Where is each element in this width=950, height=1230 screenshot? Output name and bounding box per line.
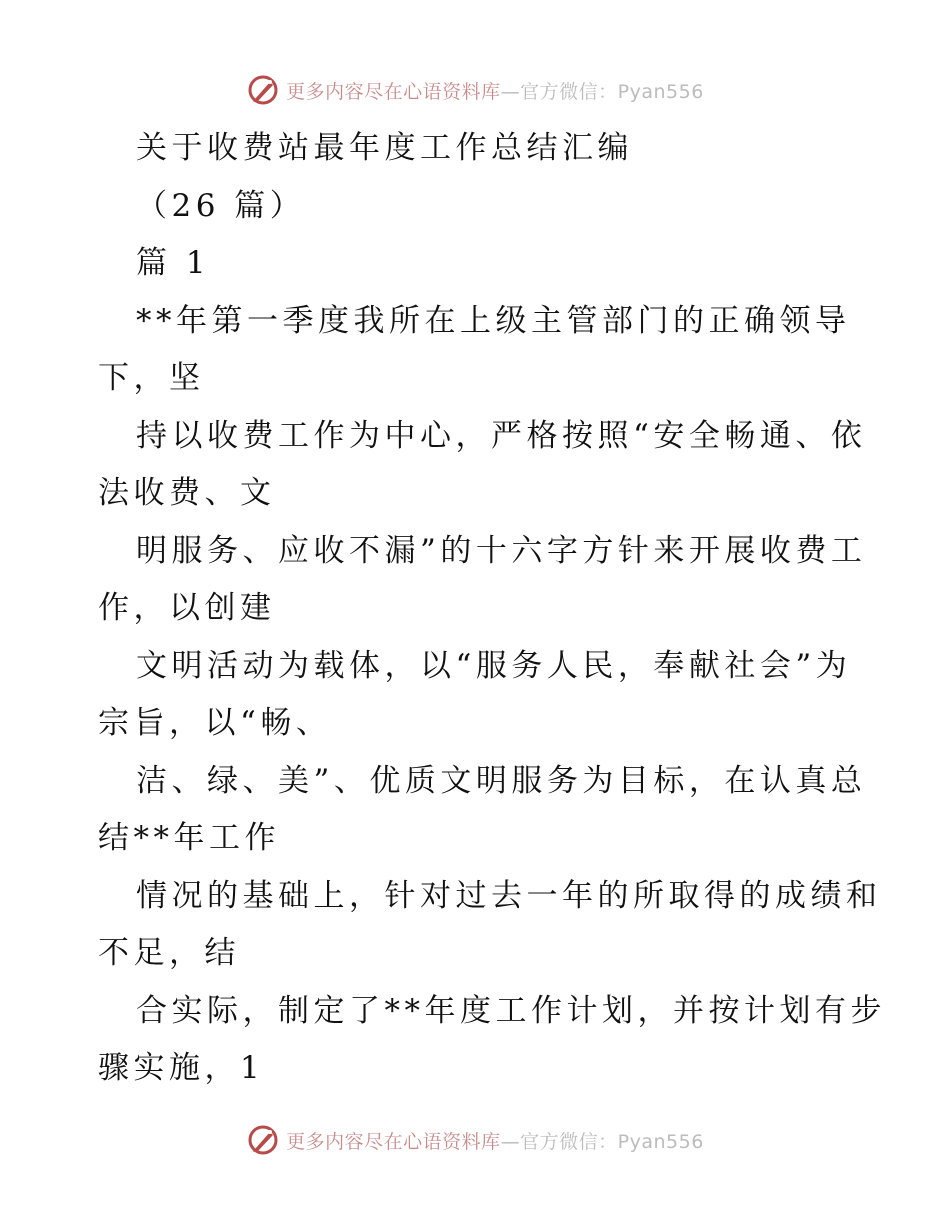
header-watermark: [0, 70, 950, 110]
footer-watermark: [0, 1120, 950, 1160]
watermark-text: [286, 1127, 704, 1154]
watermark-text: [286, 77, 704, 104]
document-line: 持以收费工作为中心，严格按照“安全畅通、依: [136, 417, 867, 454]
document-body: [98, 120, 886, 1098]
watermark-content: [246, 1123, 704, 1157]
document-line: 骤实施，1: [98, 1050, 265, 1086]
document-line: 文明活动为载体，以“服务人民，奉献社会”为: [136, 647, 852, 684]
document-line: （26 篇）: [136, 187, 306, 224]
document-line: 明服务、应收不漏”的十六字方针来开展收费工: [136, 532, 867, 569]
document-line: 宗旨，以“畅、: [98, 705, 332, 741]
watermark-wechat: 官方微信：Pyan556: [520, 1130, 704, 1153]
document-line: 合实际，制定了**年度工作计划，并按计划有步: [136, 992, 886, 1029]
document-line: 作，以创建: [98, 590, 276, 626]
watermark-separator: —: [500, 80, 521, 103]
document-line: 洁、绿、美”、优质文明服务为目标，在认真总: [136, 762, 867, 799]
quill-pen-circle-icon: [246, 1123, 280, 1157]
watermark-separator: —: [500, 1130, 521, 1153]
watermark-brand: 更多内容尽在心语资料库: [286, 1130, 501, 1153]
document-line: 篇 1: [136, 245, 211, 281]
watermark-content: [246, 73, 704, 107]
document-line: 法收费、文: [98, 475, 276, 511]
quill-pen-circle-icon: [246, 73, 280, 107]
watermark-wechat: 官方微信：Pyan556: [520, 80, 704, 103]
document-line: 关于收费站最年度工作总结汇编: [136, 130, 633, 166]
document-line: 不足，结: [98, 935, 240, 971]
document-line: 下，坚: [98, 360, 205, 396]
watermark-brand: 更多内容尽在心语资料库: [286, 80, 501, 103]
document-line: **年第一季度我所在上级主管部门的正确领导: [136, 302, 851, 339]
document-line: 情况的基础上，针对过去一年的所取得的成绩和: [136, 877, 882, 914]
document-line: 结**年工作: [98, 820, 280, 856]
